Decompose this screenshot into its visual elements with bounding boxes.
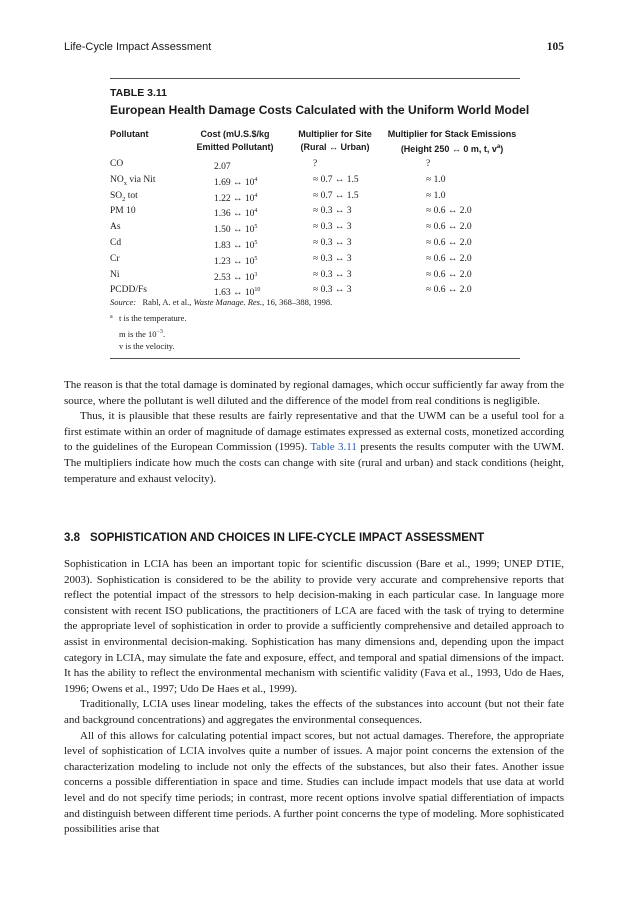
table-footnote-1: t is the temperature.: [119, 313, 187, 323]
cell-stack-multiplier: ≈ 0.6 ↔ 2.0: [426, 222, 472, 233]
cell-pollutant: As: [110, 222, 121, 233]
running-title: Life-Cycle Impact Assessment: [64, 41, 212, 53]
cell-cost: 1.69 ↔ $10^4$: [214, 176, 258, 188]
table-label: TABLE 3.11: [110, 87, 167, 99]
cell-site-multiplier: ≈ 0.7 ↔ 1.5: [313, 190, 359, 201]
paragraph: The reason is that the total damage is dominated by regional damages, which occur sufficiently far away from the source, where the pollutant is well diluted and the difference of the model from real conditions is negligible.: [64, 379, 564, 407]
cell-pollutant: PCDD/Fs: [110, 285, 147, 296]
cell-site-multiplier: ?: [313, 159, 318, 169]
body-text-upper: [64, 378, 564, 487]
section-number: 3.8: [64, 532, 80, 544]
table-reference-link[interactable]: Table 3.11: [310, 441, 357, 454]
table-row: [110, 204, 520, 218]
page-number: 105: [546, 41, 564, 53]
paragraph: Sophistication in LCIA has been an important topic for scientific discussion (Bare et al., 1999; UNEP DTIE, 2003). Sophistication is considered to be the ability to provide very accurate and comprehensive reports that reflect the potential impact of the stressors to help decision-making in each particular case. In language more consistent with recent ISO publications, the practitioners of LCA are faced with the task of trying to determine the appropriate level of sophistication in order to provide a sufficiently comprehensive and detailed approach to assist in environmental decision-making. Sophistication has many dimensions and, depending upon the impact category in LCIA, may simulate the fate and exposure, effect, and temporal and spatial dimensions of the impact. It has the ability to reflect the environmental mechanism with scientific validity (Fava et al., 1993, Udo de Haes, 1996; Owens et al., 1997; Udo De Haes et al., 1999).: [64, 558, 564, 695]
paragraph: Traditionally, LCIA uses linear modeling, takes the effects of the substances into account (but not their fate and background concentrations) and aggregates the environmental consequences.: [64, 698, 564, 726]
cell-pollutant: $NO_x$ via Nit: [110, 174, 156, 187]
cell-site-multiplier: ≈ 0.3 ↔ 3: [313, 238, 352, 248]
cell-pollutant: CO: [110, 159, 124, 169]
cell-cost: 2.53 ↔ $10^3$: [214, 271, 258, 283]
cell-stack-multiplier: ≈ 0.6 ↔ 2.0: [426, 238, 472, 248]
cell-site-multiplier: ≈ 0.3 ↔ 3: [313, 285, 352, 296]
paragraph: All of this allows for calculating potential impact scores, but not actual damages. Therefore, the appropriate level of sophistication of LCIA involves quite a number of issues. A major point concerns the extension of the characterization modeling to include not only the effects of the substances, but also their fates. Another issue concerns a possible differentiation in space and time. Studies can include impact models that use data at world level and do not specify time periods; in contrast, more recent options involve spatial differentiation of impacts and distinguish between different time periods. A further point concerns the type of modeling. More sophisticated possibilities arise that: [64, 729, 564, 836]
table-footnote-mark: a: [110, 314, 113, 320]
cell-pollutant: Cd: [110, 238, 122, 248]
cell-cost: 1.22 ↔ $10^4$: [214, 192, 258, 204]
table-row: [110, 236, 520, 250]
table-row: [110, 268, 520, 282]
table-top-rule: [110, 78, 520, 79]
cell-cost: 1.63 ↔ $10^{10}$: [214, 287, 261, 299]
cell-site-multiplier: ≈ 0.3 ↔ 3: [313, 269, 352, 280]
table-row: [110, 173, 520, 187]
col-header-pollutant: Pollutant: [110, 129, 149, 139]
cell-pollutant: Cr: [110, 253, 120, 264]
section-heading: [64, 532, 564, 544]
table-caption: European Health Damage Costs Calculated with the Uniform World Model: [110, 103, 530, 117]
section-title: SOPHISTICATION AND CHOICES IN LIFE-CYCLE IMPACT ASSESSMENT: [90, 532, 485, 544]
cell-cost: 1.36 ↔ $10^4$: [214, 208, 258, 220]
table-row: [110, 157, 520, 171]
cell-cost: 1.50 ↔ $10^5$: [214, 224, 258, 236]
cell-stack-multiplier: ≈ 1.0: [426, 190, 446, 201]
cell-stack-multiplier: ≈ 0.6 ↔ 2.0: [426, 269, 472, 280]
cell-site-multiplier: ≈ 0.3 ↔ 3: [313, 222, 352, 233]
running-head: [64, 41, 564, 57]
table-row: [110, 220, 520, 234]
cell-stack-multiplier: ?: [426, 159, 431, 169]
cell-site-multiplier: ≈ 0.3 ↔ 3: [313, 206, 352, 217]
col-header-cost: Cost (mU.S.$/kg Emitted Pollutant): [196, 129, 274, 152]
cell-pollutant: $SO_2$ tot: [110, 190, 138, 203]
cell-cost: 2.07: [214, 162, 231, 173]
cell-site-multiplier: ≈ 0.7 ↔ 1.5: [313, 174, 359, 185]
table-row: [110, 252, 520, 266]
cell-stack-multiplier: ≈ 1.0: [426, 174, 446, 185]
cell-pollutant: Ni: [110, 269, 120, 280]
body-text-section: [64, 557, 564, 838]
col-header-stack: Multiplier for Stack Emissions (Height 250 ↔ 0 m, t, $v^a$): [387, 129, 517, 154]
cell-stack-multiplier: ≈ 0.6 ↔ 2.0: [426, 285, 472, 296]
paragraph: Thus, it is plausible that these results are fairly representative and that the UWM can be a useful tool for a first estimate within an order of magnitude of damage estimates expressed as external costs, monetized according to the guidelines of the European Commission (1995). Table 3.11 presents the results computer with the UWM. The multipliers indicate how much the costs can change with site (rural and urban) and stack conditions (height, temperature and exhaust velocity).: [64, 410, 564, 485]
cell-site-multiplier: ≈ 0.3 ↔ 3: [313, 253, 352, 264]
cell-cost: 1.23 ↔ $10^5$: [214, 255, 258, 267]
cell-cost: 1.83 ↔ $10^5$: [214, 240, 258, 252]
table-footnote-2: m is the $10^{-3}$.: [119, 328, 166, 339]
table-bottom-rule: [110, 358, 520, 359]
col-header-site: Multiplier for Site (Rural ↔ Urban): [298, 129, 372, 152]
cell-stack-multiplier: ≈ 0.6 ↔ 2.0: [426, 206, 472, 217]
table-row: [110, 189, 520, 203]
table-source: Source: Rabl, A. et al., Waste Manage. Res., 16, 368–388, 1998.: [110, 297, 333, 307]
cell-pollutant: PM 10: [110, 206, 136, 217]
cell-stack-multiplier: ≈ 0.6 ↔ 2.0: [426, 253, 472, 264]
table-footnote-3: v is the velocity.: [119, 341, 175, 351]
